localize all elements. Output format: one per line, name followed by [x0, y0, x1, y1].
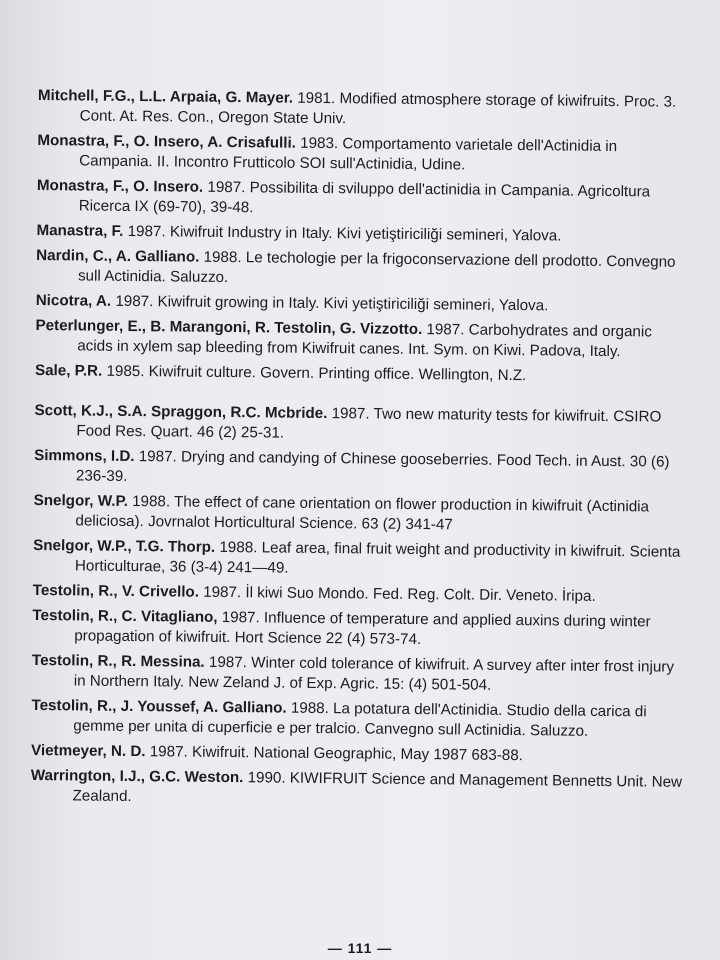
reference-text: 1981. Modified atmosphere storage of kiwifruits. Proc. 3. Cont. At. Res. Con., Oregon State Univ.: [79, 89, 677, 128]
reference-text: 1988. The effect of cane orientation on flower production in kiwifruit (Actinidia deliciosa). Jovrnalot Horticultural Science. 63 (2) 341-47: [75, 492, 650, 534]
reference-text: 1987. Possibilita di sviluppo dell'actinidia in Campania. Agricoltura Ricerca IX (69-70), 39-48.: [78, 178, 651, 217]
reference-entry: [30, 766, 684, 813]
reference-author: Scott, K.J., S.A. Spraggon, R.C. Mcbride.: [34, 401, 328, 423]
reference-text: 1985. Kiwifruit culture. Govern. Printing office. Wellington, N.Z.: [102, 362, 527, 385]
page-number: — 111 —: [327, 940, 393, 956]
reference-entry: [37, 131, 691, 178]
reference-text: 1987. İl kiwi Suo Mondo. Fed. Reg. Colt. Dir. Veneto. İripa.: [198, 583, 596, 605]
reference-author: Monastra, F., O. Insero.: [36, 176, 204, 196]
reference-text: 1987. Drying and candying of Chinese gooseberries. Food Tech. in Aust. 30 (6) 236-39.: [75, 448, 670, 485]
reference-author: Testolin, R., R. Messina.: [31, 651, 205, 671]
reference-entry: [31, 741, 685, 768]
reference-entry: [37, 176, 691, 223]
reference-entry: [36, 246, 690, 293]
reference-entry: [34, 446, 688, 493]
reference-entry: [33, 491, 687, 538]
reference-entry: [31, 696, 685, 743]
reference-entry: [36, 221, 690, 248]
reference-author: Nicotra, A.: [35, 291, 112, 310]
reference-text: 1988. Le techologie per la frigoconservazione dell prodotto. Convegno sull Actinidia. Saluzzo.: [77, 248, 676, 287]
reference-entry: [36, 291, 690, 318]
reference-author: Nardin, C., A. Galliano.: [36, 246, 200, 266]
reference-text: 1987. Kiwifruit growing in Italy. Kivi yetiştiriciliği semineri, Yalova.: [111, 292, 549, 315]
reference-entry: [32, 651, 686, 698]
reference-text: 1987. Winter cold tolerance of kiwifruit. A survey after inter frost injury in Northern Italy. New Zeland J. of Exp. Agric. 15: (4) 501-504.: [73, 653, 675, 694]
reference-entry: [35, 361, 689, 388]
reference-author: Snelgor, W.P., T.G. Thorp.: [33, 536, 216, 556]
reference-author: Manastra, F.: [36, 221, 124, 240]
reference-author: Snelgor, W.P.: [33, 491, 128, 510]
reference-author: Simmons, I.D.: [34, 446, 135, 466]
reference-author: Vietmeyer, N. D.: [30, 741, 146, 761]
reference-text: 1988. Leaf area, final fruit weight and productivity in kiwifruit. Scienta Horticulturae, 36 (3-4) 241—49.: [74, 538, 681, 577]
reference-author: Testolin, R., J. Youssef, A. Galliano.: [31, 696, 287, 717]
reference-entry: [34, 401, 688, 448]
reference-entry: [32, 606, 686, 653]
reference-entry: [33, 536, 687, 583]
reference-entry: [38, 86, 692, 133]
reference-author: Warrington, I.J., G.C. Weston.: [30, 766, 244, 787]
reference-text: 1987. Influence of temperature and applied auxins during winter propagation of kiwifruit. Hort Science 22 (4) 573-74.: [74, 608, 651, 649]
reference-author: Testolin, R., V. Crivello.: [32, 581, 200, 601]
reference-author: Testolin, R., C. Vitagliano,: [32, 606, 218, 626]
reference-entry: [35, 316, 689, 363]
reference-list: [30, 86, 692, 818]
reference-text: 1990. KIWIFRUIT Science and Management Bennetts Unit. New Zealand.: [72, 769, 683, 806]
reference-text: 1987. Two new maturity tests for kiwifruit. CSIRO Food Res. Quart. 46 (2) 25-31.: [76, 405, 662, 442]
reference-text: 1987. Kiwifruit Industry in Italy. Kivi yetiştiriciliği semineri, Yalova.: [123, 222, 562, 245]
reference-text: 1987. Kiwifruit. National Geographic, May 1987 683-88.: [145, 743, 524, 765]
reference-entry: [33, 581, 687, 608]
reference-author: Monastra, F., O. Insero, A. Crisafulli.: [37, 131, 297, 152]
reference-text: 1987. Carbohydrates and organic acids in xylem sap bleeding from Kiwifruit canes. Int. Sym. on Kiwi. Padova, Italy.: [77, 321, 652, 361]
reference-text: 1983. Comportamento varietale dell'Actinidia in Campania. II. Incontro Frutticolo SOI sull'Actinidia, Udine.: [79, 134, 618, 174]
reference-author: Peterlunger, E., B. Marangoni, R. Testolin, G. Vizzotto.: [35, 316, 423, 339]
reference-text: 1988. La potatura dell'Actinidia. Studio della carica di gemme per unita di cuperficie e per tralcio. Canvegno sull Actinidia. Saluzzo.: [73, 699, 647, 740]
reference-author: Sale, P.R.: [34, 361, 103, 380]
reference-author: Mitchell, F.G., L.L. Arpaia, G. Mayer.: [37, 86, 294, 107]
